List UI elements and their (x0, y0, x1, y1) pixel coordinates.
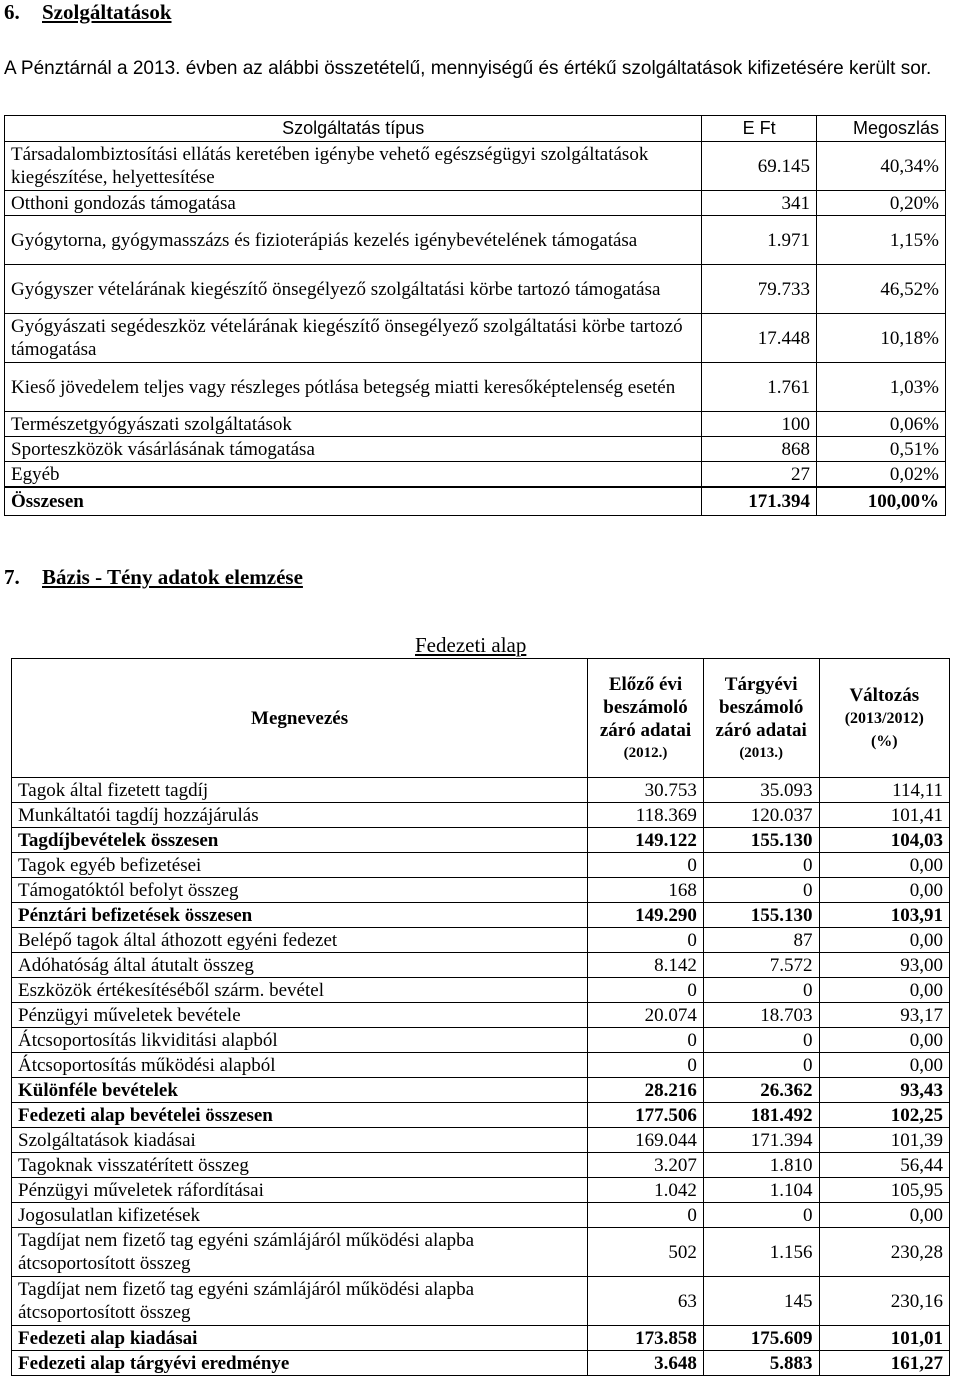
total-eft: 171.394 (702, 487, 817, 516)
fund-item-change: 0,00 (819, 878, 949, 903)
table-row (12, 1228, 950, 1277)
fund-item-prev: 30.753 (588, 778, 704, 803)
service-eft: 341 (702, 191, 817, 216)
table-row (12, 803, 950, 828)
fund-item-prev: 168 (588, 878, 704, 903)
fund-item-change: 0,00 (819, 978, 949, 1003)
fund-item-name: Átcsoportosítás likviditási alapból (12, 1028, 588, 1053)
fund-item-change: 101,41 (819, 803, 949, 828)
table-row (5, 462, 946, 488)
fund-item-name: Tagok egyéb befizetései (12, 853, 588, 878)
service-eft: 868 (702, 437, 817, 462)
header-share: Megoszlás (817, 116, 946, 142)
total-label: Összesen (5, 487, 702, 516)
header-eft: E Ft (702, 116, 817, 142)
fund-item-curr: 7.572 (703, 953, 819, 978)
fund-item-name: Fedezeti alap tárgyévi eredménye (12, 1351, 588, 1376)
service-share: 0,02% (817, 462, 946, 488)
fund-item-change: 0,00 (819, 928, 949, 953)
fund-item-name: Támogatóktól befolyt összeg (12, 878, 588, 903)
total-row (5, 487, 946, 516)
table-row (12, 853, 950, 878)
fund-item-change: 102,25 (819, 1103, 949, 1128)
fund-item-prev: 3.207 (588, 1153, 704, 1178)
header-name: Megnevezés (12, 659, 588, 778)
service-name: Egyéb (5, 462, 702, 488)
fund-item-prev: 0 (588, 1053, 704, 1078)
header-prev (588, 659, 704, 778)
services-header-row (5, 116, 946, 142)
fund-item-curr: 155.130 (703, 828, 819, 853)
fund-item-prev: 177.506 (588, 1103, 704, 1128)
fund-item-curr: 0 (703, 878, 819, 903)
table-row (5, 314, 946, 363)
table-row (5, 363, 946, 412)
header-curr (703, 659, 819, 778)
fund-item-curr: 35.093 (703, 778, 819, 803)
fund-item-name: Fedezeti alap bevételei összesen (12, 1103, 588, 1128)
service-share: 1,15% (817, 216, 946, 265)
service-share: 0,20% (817, 191, 946, 216)
fund-item-curr: 1.104 (703, 1178, 819, 1203)
service-eft: 69.145 (702, 142, 817, 191)
table-row (5, 412, 946, 437)
fund-item-curr: 5.883 (703, 1351, 819, 1376)
header-service-type: Szolgáltatás típus (5, 116, 702, 142)
section-6-heading (4, 0, 172, 24)
fund-item-prev: 173.858 (588, 1326, 704, 1351)
fund-item-curr: 0 (703, 978, 819, 1003)
table-row (12, 1178, 950, 1203)
table-row (12, 978, 950, 1003)
section-title: Bázis - Tény adatok elemzése (42, 565, 303, 589)
service-name: Kieső jövedelem teljes vagy részleges pótlása betegség miatti keresőképtelenség esetén (5, 363, 702, 412)
fund-item-change: 230,28 (819, 1228, 949, 1277)
fund-item-change: 93,43 (819, 1078, 949, 1103)
fund-item-change: 0,00 (819, 1053, 949, 1078)
fund-item-change: 230,16 (819, 1277, 949, 1326)
fund-item-curr: 181.492 (703, 1103, 819, 1128)
header-change-sub: (2013/2012) (844, 709, 924, 727)
fund-item-prev: 8.142 (588, 953, 704, 978)
table-row (12, 1326, 950, 1351)
fund-item-prev: 149.290 (588, 903, 704, 928)
fund-item-change: 101,39 (819, 1128, 949, 1153)
fund-item-name: Különféle bevételek (12, 1078, 588, 1103)
header-change-label: Változás (849, 684, 920, 706)
fund-item-curr: 87 (703, 928, 819, 953)
header-prev-label: Előző évi beszámoló záró adatai (599, 673, 692, 741)
fund-item-name: Jogosulatlan kifizetések (12, 1203, 588, 1228)
fund-item-name: Belépő tagok által áthozott egyéni fedezet (12, 928, 588, 953)
service-share: 10,18% (817, 314, 946, 363)
fund-item-prev: 169.044 (588, 1128, 704, 1153)
fund-item-change: 103,91 (819, 903, 949, 928)
table-row (5, 265, 946, 314)
fund-item-change: 0,00 (819, 853, 949, 878)
fund-item-name: Eszközök értékesítéséből szárm. bevétel (12, 978, 588, 1003)
fund-item-name: Munkáltatói tagdíj hozzájárulás (12, 803, 588, 828)
service-share: 0,51% (817, 437, 946, 462)
section-title: Szolgáltatások (42, 0, 172, 24)
fund-item-change: 56,44 (819, 1153, 949, 1178)
header-change (819, 659, 949, 778)
table-row (12, 1128, 950, 1153)
fund-item-change: 114,11 (819, 778, 949, 803)
service-name: Otthoni gondozás támogatása (5, 191, 702, 216)
fund-item-name: Adóhatóság által átutalt összeg (12, 953, 588, 978)
total-share: 100,00% (817, 487, 946, 516)
fund-item-prev: 149.122 (588, 828, 704, 853)
fund-item-prev: 28.216 (588, 1078, 704, 1103)
fund-item-name: Pénzügyi műveletek bevétele (12, 1003, 588, 1028)
fund-table-title: Fedezeti alap (415, 633, 527, 657)
fund-item-prev: 20.074 (588, 1003, 704, 1028)
fund-header-row (12, 659, 950, 778)
service-name: Sporteszközök vásárlásának támogatása (5, 437, 702, 462)
fund-item-change: 105,95 (819, 1178, 949, 1203)
fund-item-name: Tagdíjat nem fizető tag egyéni számlájáról működési alapba átcsoportosított összeg (12, 1277, 588, 1326)
table-row (12, 1103, 950, 1128)
header-curr-label: Tárgyévi beszámoló záró adatai (715, 673, 807, 741)
header-curr-year: (2013.) (739, 744, 784, 761)
fund-item-curr: 26.362 (703, 1078, 819, 1103)
service-share: 1,03% (817, 363, 946, 412)
service-name: Társadalombiztosítási ellátás keretében igénybe vehető egészségügyi szolgáltatások kiegészítése, helyettesítése (5, 142, 702, 191)
service-eft: 17.448 (702, 314, 817, 363)
table-row (12, 1078, 950, 1103)
fund-item-change: 93,17 (819, 1003, 949, 1028)
section-number: 6. (4, 0, 20, 24)
service-eft: 100 (702, 412, 817, 437)
fund-item-prev: 63 (588, 1277, 704, 1326)
services-table (4, 115, 946, 516)
table-row (12, 1351, 950, 1376)
header-prev-year: (2012.) (623, 744, 668, 761)
table-row (5, 216, 946, 265)
fund-item-curr: 171.394 (703, 1128, 819, 1153)
table-row (12, 1053, 950, 1078)
fund-item-curr: 1.156 (703, 1228, 819, 1277)
service-name: Gyógyszer vételárának kiegészítő önsegélyező szolgáltatási körbe tartozó támogatása (5, 265, 702, 314)
fund-item-name: Tagdíjbevételek összesen (12, 828, 588, 853)
service-eft: 1.761 (702, 363, 817, 412)
fund-item-change: 0,00 (819, 1203, 949, 1228)
fund-item-prev: 502 (588, 1228, 704, 1277)
table-row (12, 828, 950, 853)
fund-item-curr: 175.609 (703, 1326, 819, 1351)
fund-item-prev: 3.648 (588, 1351, 704, 1376)
fund-item-name: Pénzügyi műveletek ráfordításai (12, 1178, 588, 1203)
table-row (12, 1203, 950, 1228)
fund-item-prev: 0 (588, 978, 704, 1003)
fund-item-prev: 1.042 (588, 1178, 704, 1203)
fund-item-curr: 120.037 (703, 803, 819, 828)
fund-item-change: 104,03 (819, 828, 949, 853)
fund-item-name: Szolgáltatások kiadásai (12, 1128, 588, 1153)
fund-item-prev: 118.369 (588, 803, 704, 828)
fund-item-curr: 18.703 (703, 1003, 819, 1028)
fund-item-name: Tagoknak visszatérített összeg (12, 1153, 588, 1178)
table-row (5, 142, 946, 191)
fund-item-name: Átcsoportosítás működési alapból (12, 1053, 588, 1078)
table-row (5, 437, 946, 462)
fund-item-name: Tagdíjat nem fizető tag egyéni számlájáról működési alapba átcsoportosított összeg (12, 1228, 588, 1277)
fund-item-prev: 0 (588, 1203, 704, 1228)
fund-item-curr: 0 (703, 1053, 819, 1078)
fund-item-prev: 0 (588, 928, 704, 953)
fund-item-name: Fedezeti alap kiadásai (12, 1326, 588, 1351)
service-eft: 1.971 (702, 216, 817, 265)
table-row (12, 1003, 950, 1028)
table-row (12, 778, 950, 803)
fund-item-change: 93,00 (819, 953, 949, 978)
service-name: Természetgyógyászati szolgáltatások (5, 412, 702, 437)
service-name: Gyógyászati segédeszköz vételárának kiegészítő önsegélyező szolgáltatási körbe tartozó támogatása (5, 314, 702, 363)
fund-item-curr: 0 (703, 853, 819, 878)
header-change-unit: (%) (870, 732, 898, 750)
table-row (12, 1277, 950, 1326)
fund-item-name: Pénztári befizetések összesen (12, 903, 588, 928)
service-share: 0,06% (817, 412, 946, 437)
fund-item-change: 161,27 (819, 1351, 949, 1376)
table-row (12, 878, 950, 903)
fund-item-curr: 1.810 (703, 1153, 819, 1178)
fund-item-prev: 0 (588, 1028, 704, 1053)
section-7-heading (4, 565, 303, 589)
fund-table (11, 658, 950, 1376)
table-row (12, 1028, 950, 1053)
table-row (12, 953, 950, 978)
fund-item-change: 0,00 (819, 1028, 949, 1053)
table-row (12, 1153, 950, 1178)
service-share: 46,52% (817, 265, 946, 314)
fund-item-curr: 0 (703, 1203, 819, 1228)
fund-item-curr: 145 (703, 1277, 819, 1326)
service-share: 40,34% (817, 142, 946, 191)
fund-item-curr: 155.130 (703, 903, 819, 928)
table-row (12, 928, 950, 953)
fund-item-curr: 0 (703, 1028, 819, 1053)
fund-item-change: 101,01 (819, 1326, 949, 1351)
service-eft: 79.733 (702, 265, 817, 314)
fund-item-prev: 0 (588, 853, 704, 878)
table-row (12, 903, 950, 928)
service-name: Gyógytorna, gyógymasszázs és fizioterápiás kezelés igénybevételének támogatása (5, 216, 702, 265)
table-row (5, 191, 946, 216)
intro-paragraph: A Pénztárnál a 2013. évben az alábbi összetételű, mennyiségű és értékű szolgáltatások kifizetésére került sor. (4, 58, 932, 79)
section-number: 7. (4, 565, 20, 589)
fund-item-name: Tagok által fizetett tagdíj (12, 778, 588, 803)
service-eft: 27 (702, 462, 817, 488)
